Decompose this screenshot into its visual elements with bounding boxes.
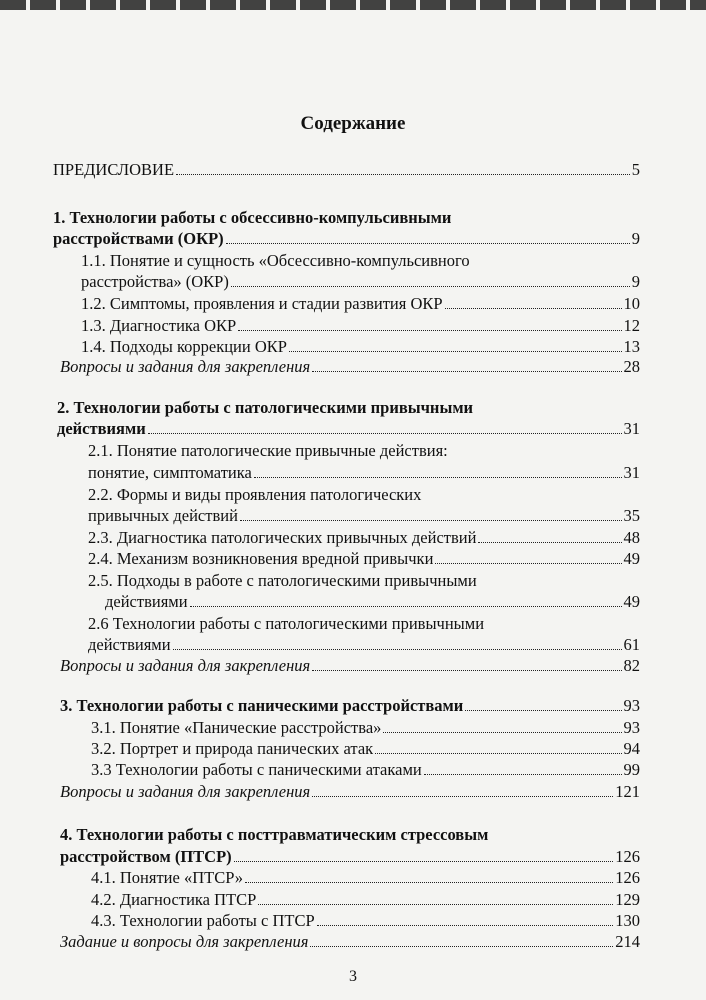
toc-item-3-3[interactable]: 3.3 Технологии работы с паническими атаками 99 bbox=[91, 760, 640, 779]
toc-questions-1[interactable]: Вопросы и задания для закрепления 28 bbox=[60, 357, 640, 376]
toc-item-4-2[interactable]: 4.2. Диагностика ПТСР 129 bbox=[91, 890, 640, 909]
toc-section-4[interactable]: расстройством (ПТСР) 126 bbox=[60, 847, 640, 866]
toc-questions-2[interactable]: Вопросы и задания для закрепления 82 bbox=[60, 656, 640, 675]
toc-item-2-3[interactable]: 2.3. Диагностика патологических привычных действий 48 bbox=[88, 528, 640, 547]
toc-section-4-title[interactable]: 4. Технологии работы с посттравматическим стрессовым bbox=[60, 825, 489, 844]
toc-item-1-4[interactable]: 1.4. Подходы коррекции ОКР 13 bbox=[81, 337, 640, 356]
toc-questions-3[interactable]: Вопросы и задания для закрепления 121 bbox=[60, 782, 640, 801]
page-title: Содержание bbox=[300, 113, 406, 134]
toc-item-2-6-title[interactable]: 2.6 Технологии работы с патологическими привычными bbox=[88, 614, 485, 633]
toc-section-2-title[interactable]: 2. Технологии работы с патологическими привычными bbox=[57, 398, 474, 417]
toc-item-4-3[interactable]: 4.3. Технологии работы с ПТСР 130 bbox=[91, 911, 640, 930]
toc-item-2-5-title[interactable]: 2.5. Подходы в работе с патологическими привычными bbox=[88, 571, 477, 590]
toc-item-3-2[interactable]: 3.2. Портрет и природа панических атак 94 bbox=[91, 739, 640, 758]
toc-item-2-6[interactable]: действиями 61 bbox=[88, 635, 640, 654]
toc-item-2-1-title[interactable]: 2.1. Понятие патологические привычные действия: bbox=[88, 441, 448, 460]
toc-item-2-2[interactable]: привычных действий 35 bbox=[88, 506, 640, 525]
toc-item-2-4[interactable]: 2.4. Механизм возникновения вредной привычки 49 bbox=[88, 549, 640, 568]
toc-item-2-2-title[interactable]: 2.2. Формы и виды проявления патологических bbox=[88, 485, 422, 504]
toc-item-4-1[interactable]: 4.1. Понятие «ПТСР» 126 bbox=[91, 868, 640, 887]
toc-item-1-2[interactable]: 1.2. Симптомы, проявления и стадии развития ОКР 10 bbox=[81, 294, 640, 313]
page-number: 3 bbox=[349, 968, 357, 985]
toc-section-1-title[interactable]: 1. Технологии работы с обсессивно-компульсивными bbox=[53, 208, 452, 227]
toc-item-1-1[interactable]: расстройства» (ОКР) 9 bbox=[81, 272, 640, 291]
toc-item-1-1-title[interactable]: 1.1. Понятие и сущность «Обсессивно-компульсивного bbox=[81, 251, 470, 270]
toc-item-2-1[interactable]: понятие, симптоматика 31 bbox=[88, 463, 640, 482]
toc-section-3[interactable]: 3. Технологии работы с паническими расстройствами 93 bbox=[60, 696, 640, 715]
toc-item-3-1[interactable]: 3.1. Понятие «Панические расстройства» 93 bbox=[91, 718, 640, 737]
toc-item-1-3[interactable]: 1.3. Диагностика ОКР 12 bbox=[81, 316, 640, 335]
toc-questions-4[interactable]: Задание и вопросы для закрепления 214 bbox=[60, 932, 640, 951]
toc-entry-preface[interactable]: ПРЕДИСЛОВИЕ 5 bbox=[53, 160, 640, 179]
toc-item-2-5[interactable]: действиями 49 bbox=[105, 592, 640, 611]
toc-section-2[interactable]: действиями 31 bbox=[57, 419, 640, 438]
toc-section-1[interactable]: расстройствами (ОКР) 9 bbox=[53, 229, 640, 248]
